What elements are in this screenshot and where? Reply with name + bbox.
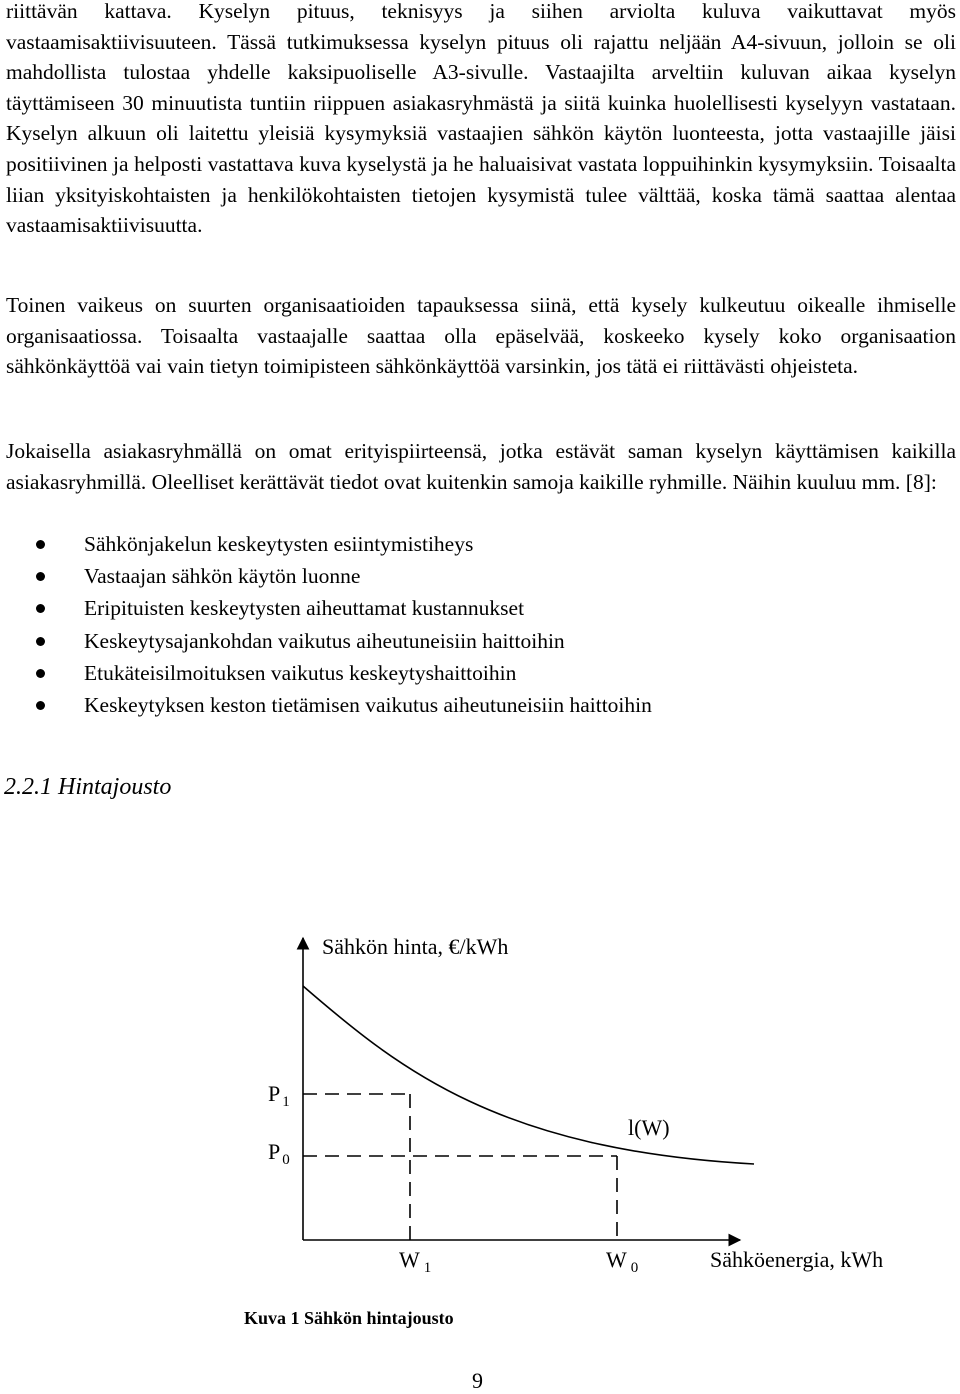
bullet-dot-icon [36,637,45,646]
p1-subscript: 1 [282,1094,290,1110]
list-item-text: Keskeytyksen keston tietämisen vaikutus aiheutuneisiin haittoihin [84,692,652,717]
section-heading: 2.2.1 Hintajousto [4,774,172,800]
page-number: 9 [472,1368,483,1393]
figure-caption: Kuva 1 Sähkön hintajousto [244,1308,454,1328]
paragraph-3: Jokaisella asiakasryhmällä on omat erityispiirteensä, jotka estävät saman kyselyn käyttämisen kaikilla asiakasryhmillä. Oleelliset kerättävät tiedot ovat kuitenkin samoja kaikille ryhmille. Näihin kuuluu mm. [8]: [6,439,956,494]
w1-label [399,1247,431,1276]
list-item [0,689,950,721]
paragraph-1: riittävän kattava. Kyselyn pituus, teknisyys ja siihen arviolta kuluva vaikuttavat myös vastaamisaktiivisuuteen. Tässä tutkimuksessa kyselyn pituus oli rajattu neljään A4-sivuun, jolloin se oli mahdollista tulostaa yhdelle kaksipuoliselle A3-sivulle. Vastaajilta arveltiin kuluvan aikaa kyselyn täyttämiseen 30 minuutista tuntiin riippuen asiakasryhmästä ja siitä kuinka huolellisesti kyselyyn vastataan. Kyselyn alkuun oli laitettu yleisiä kysymyksiä vastaajien sähkön käytön luonteesta, jotta vastaajille jäisi positiivinen ja helposti vastattava kuva kyselystä ja he haluaisivat vastata loppuihinkin kysymyksiin. Toisaalta liian yksityiskohtaisten ja henkilökohtaisten tietojen kysymistä tulee välttää, koska tämä saattaa alentaa vastaamisaktiivisuutta. [6,0,956,238]
paragraph-2: Toinen vaikeus on suurten organisaatioiden tapauksessa siinä, että kysely kulkeutuu oikealle ihmiselle organisaatiossa. Toisaalta vastaajalle saattaa olla epäselvää, koskeeko kysely koko organisaation sähkönkäyttöä vai vain tietyn toimipisteen sähkönkäyttöä varsinkin, jos tätä ei riittävästi ohjeisteta. [6,293,956,379]
list-item-text: Etukäteisilmoituksen vaikutus keskeytyshaittoihin [84,660,517,685]
p0-subscript: 0 [282,1152,290,1168]
w0-label [606,1247,638,1276]
w0-subscript: 0 [630,1260,639,1276]
w1-letter: W [399,1247,420,1272]
p1-letter: P [268,1081,281,1106]
x-axis-label: Sähköenergia, kWh [710,1247,884,1272]
p0-letter: P [268,1139,281,1164]
p0-label [268,1139,290,1168]
list-item-text: Vastaajan sähkön käytön luonne [84,564,361,589]
price-elasticity-chart [0,900,960,1300]
bullet-dot-icon [36,604,45,613]
price-elasticity-figure [0,900,960,1305]
list-item-text: Sähkönjakelun keskeytysten esiintymistiheys [84,532,474,556]
bullet-list [0,528,950,721]
demand-curve [303,986,754,1164]
bullet-dot-icon [36,572,45,581]
list-item [0,592,950,624]
list-item [0,625,950,657]
bullet-dot-icon [36,669,45,678]
y-axis-label: Sähkön hinta, €/kWh [322,934,509,959]
curve-label: l(W) [628,1115,670,1140]
list-item [0,657,950,689]
p1-label [268,1081,290,1110]
list-item [0,560,950,592]
list-item [0,528,950,560]
w0-letter: W [606,1247,627,1272]
list-item-text: Keskeytysajankohdan vaikutus aiheutuneisiin haittoihin [84,628,565,653]
w1-subscript: 1 [423,1260,432,1276]
bullet-dot-icon [36,701,45,710]
list-item-text: Eripituisten keskeytysten aiheuttamat kustannukset [84,596,525,621]
bullet-dot-icon [36,540,45,549]
